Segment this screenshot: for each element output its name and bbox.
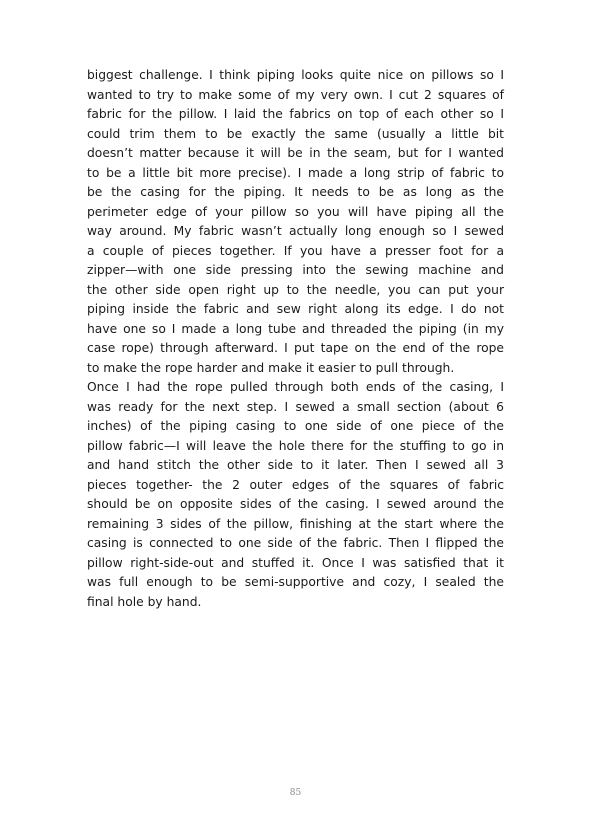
text-line: a couple of pieces together. If you have a presser foot for a xyxy=(87,243,504,258)
text-line: should be on opposite sides of the casing. I sewed around the xyxy=(87,497,504,511)
body-paragraph xyxy=(87,66,504,612)
text-line: and hand stitch the other side to it later. Then I sewed all 3 xyxy=(87,458,504,472)
text-line: pillow right-side-out and stuffed it. Once I was satisfied that it xyxy=(87,555,504,570)
text-line: inches) of the piping casing to one side of one piece of the xyxy=(87,419,504,433)
text-line: fabric for the pillow. I laid the fabrics on top of each other so I xyxy=(87,107,504,121)
text-line: case rope) through afterward. I put tape on the end of the rope xyxy=(87,341,504,355)
text-line: doesn’t matter because it will be in the seam, but for I wanted xyxy=(87,146,504,160)
text-line: was full enough to be semi-supportive and cozy, I sealed the xyxy=(87,575,504,589)
text-line: final hole by hand. xyxy=(87,594,202,609)
page-number: 85 xyxy=(289,788,302,798)
text-line: Once I had the rope pulled through both ends of the casing, I xyxy=(87,380,504,394)
text-line: could trim them to be exactly the same (usually a little bit xyxy=(87,126,504,141)
text-line: wanted to try to make some of my very own. I cut 2 squares of xyxy=(87,87,504,102)
text-line: perimeter edge of your pillow so you will have piping all the xyxy=(87,204,504,219)
text-line: way around. My fabric wasn’t actually long enough so I sewed xyxy=(87,224,504,238)
text-line: to be a little bit more precise). I made a long strip of fabric to xyxy=(87,165,504,180)
text-line: to make the rope harder and make it easier to pull through. xyxy=(87,360,455,375)
text-line: the other side open right up to the needle, you can put your xyxy=(87,282,504,297)
text-line: have one so I made a long tube and threaded the piping (in my xyxy=(87,321,504,336)
text-line: pieces together- the 2 outer edges of the squares of fabric xyxy=(87,477,504,492)
text-line: biggest challenge. I think piping looks quite nice on pillows so I xyxy=(87,68,504,82)
text-line: casing is connected to one side of the fabric. Then I flipped the xyxy=(87,536,504,550)
text-line: pillow fabric—I will leave the hole there for the stuffing to go in xyxy=(87,438,504,453)
text-line: zipper—with one side pressing into the sewing machine and xyxy=(87,263,504,277)
text-line: remaining 3 sides of the pillow, finishing at the start where the xyxy=(87,516,504,531)
text-line: be the casing for the piping. It needs to be as long as the xyxy=(87,185,504,199)
text-line: was ready for the next step. I sewed a small section (about 6 xyxy=(87,399,504,414)
text-line: piping inside the fabric and sew right along its edge. I do not xyxy=(87,302,504,316)
